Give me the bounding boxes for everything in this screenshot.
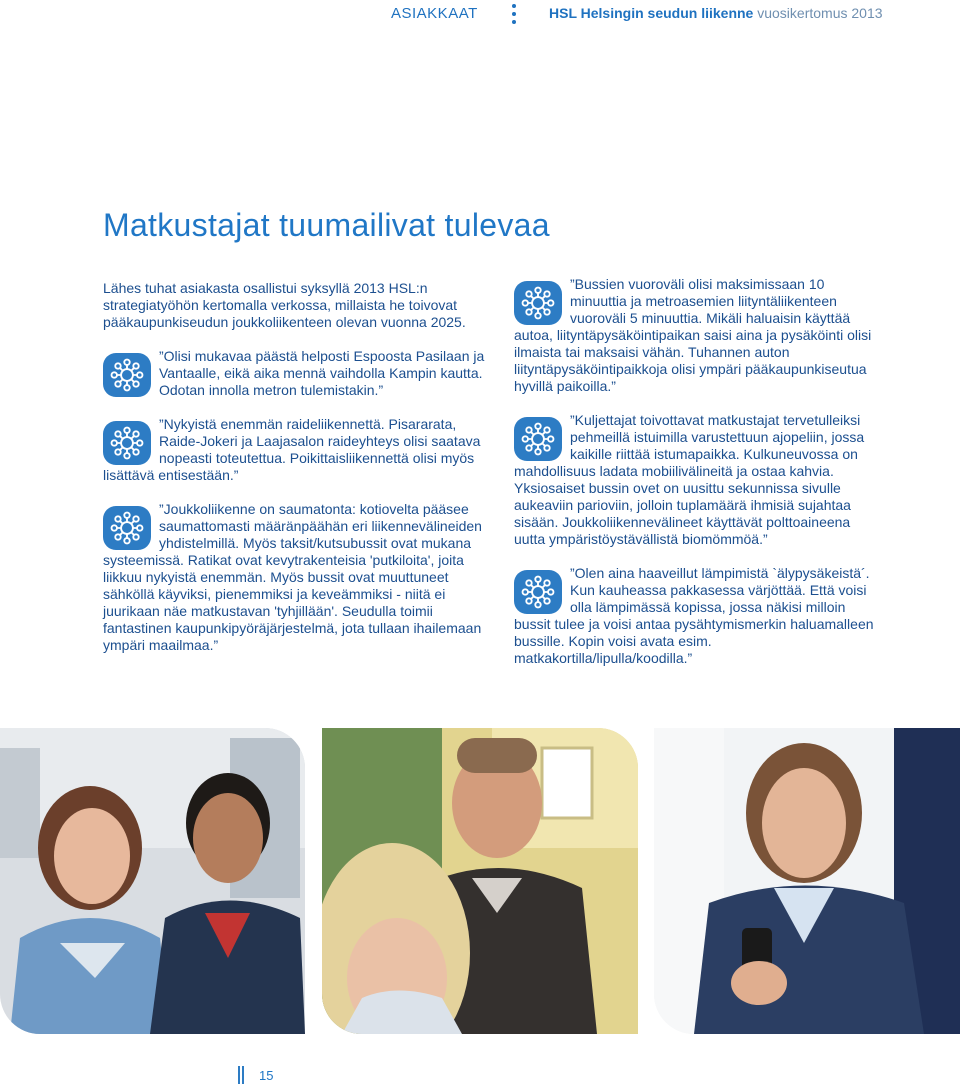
network-hub-icon: [514, 281, 562, 325]
intro-paragraph: Lähes tuhat asiakasta osallistui syksyllä 2013 HSL:n strategiatyöhön kertomalla verkossa, millaista he toivovat pääkaupunkiseudun joukkoliikenteen olevan vuonna 2025.: [103, 280, 466, 330]
photo-young-passengers: [0, 728, 305, 1034]
photo-smiling-couple: [322, 728, 638, 1034]
right-column: [514, 276, 884, 667]
folio-bar: [238, 1066, 240, 1084]
page-number: 15: [259, 1068, 274, 1083]
quote-text: ”Joukkoliikenne on saumatonta: kotiovelta pääsee saumattomasti määränpäähän eri liikennevälineiden yhdistelmillä. Myös taksit/kutsubussit ovat mukana systeemissä. Ratikat ovat kevytrakenteisia 'putkiloita', joita liikkuu nykyistä enemmän. Myös bussit ovat muuttuneet sähköllä käyviksi, pienemmiksi ja keveämmiksi - niitä ei juurikaan näe matkustavan 'tyhjillään'. Seudulla toimii fantastinen kaupunkipyöräjärjestelmä, jota tullaan ihailemaan ympäri maailmaa.”: [103, 501, 482, 653]
customer-quote: [103, 348, 493, 399]
network-hub-icon: [103, 353, 151, 397]
header-section-label: ASIAKKAAT: [391, 5, 478, 22]
customer-quote: [514, 412, 884, 548]
header-divider-dots: [511, 4, 517, 26]
folio-bar: [242, 1066, 244, 1084]
customer-quote: [514, 565, 884, 667]
network-hub-icon: [103, 421, 151, 465]
page-title: Matkustajat tuumailivat tulevaa: [103, 207, 550, 243]
left-column: [103, 280, 493, 654]
quote-text: ”Olen aina haaveillut lämpimistä `älypysäkeistä´. Kun kauheassa pakkasessa värjöttää. Että voisi olla lämpimässä kopissa, jossa näkisi milloin bussit tulee ja voisi antaa pysähtymismerkin haluamalleen bussille. Kopin voisi avata esim. matkakortilla/lipulla/koodilla.”: [514, 565, 874, 666]
customer-quote: [103, 416, 493, 484]
quote-text: ”Kuljettajat toivottavat matkustajat tervetulleiksi pehmeillä istuimilla varustettuun ajopeliin, jossa kaikille riittää istumapaikka. Kulkuneuvossa on mahdollisuus ladata mobiilivälineitä ja ostaa kahvia. Yksiosaiset bussin ovet on uusittu sekunnissa sivulle aukeaviin parioviin, jolloin tuplamäärä ihmisiä sujahtaa sisään. Joukkoliikennevälineet käyttävät polttoaineena uutta ympäristöystävällistä biomömmöä.”: [514, 412, 865, 547]
customer-quote: [103, 501, 493, 654]
quote-text: ”Olisi mukavaa päästä helposti Espoosta Pasilaan ja Vantaalle, eikä aika mennä vaihdolla Kampin kautta. Odotan innolla metron tulemistakin.”: [159, 348, 485, 398]
header-publication: [549, 5, 883, 21]
quote-text: ”Nykyistä enemmän raideliikennettä. Pisararata, Raide-Jokeri ja Laajasalon raideyhteys olisi saatava nopeasti toteutettua. Poikittaisliikennettä olisi myös lisättävä entisestään.”: [103, 416, 481, 483]
network-hub-icon: [514, 570, 562, 614]
quote-text: ”Bussien vuoroväli olisi maksimissaan 10 minuuttia ja metroasemien liityntäliikenteen vuoroväli 5 minuuttia. Mikäli haluaisin käyttää autoa, liityntäpysäköintipaikan saisi aina ja pysäköinti olisi ilmaista tai maksaisi vähän. Tuhannen auton liityntäpysäköintipaikkoja olisi ympäri pääkaupunkiseutua hyvillä paikoilla.”: [514, 276, 872, 394]
header-publisher: HSL Helsingin seudun liikenne: [549, 5, 754, 21]
network-hub-icon: [514, 417, 562, 461]
photo-woman-with-phone: [654, 728, 960, 1034]
network-hub-icon: [103, 506, 151, 550]
customer-quote: [514, 276, 884, 395]
header-publication-year: vuosikertomus 2013: [757, 5, 883, 21]
